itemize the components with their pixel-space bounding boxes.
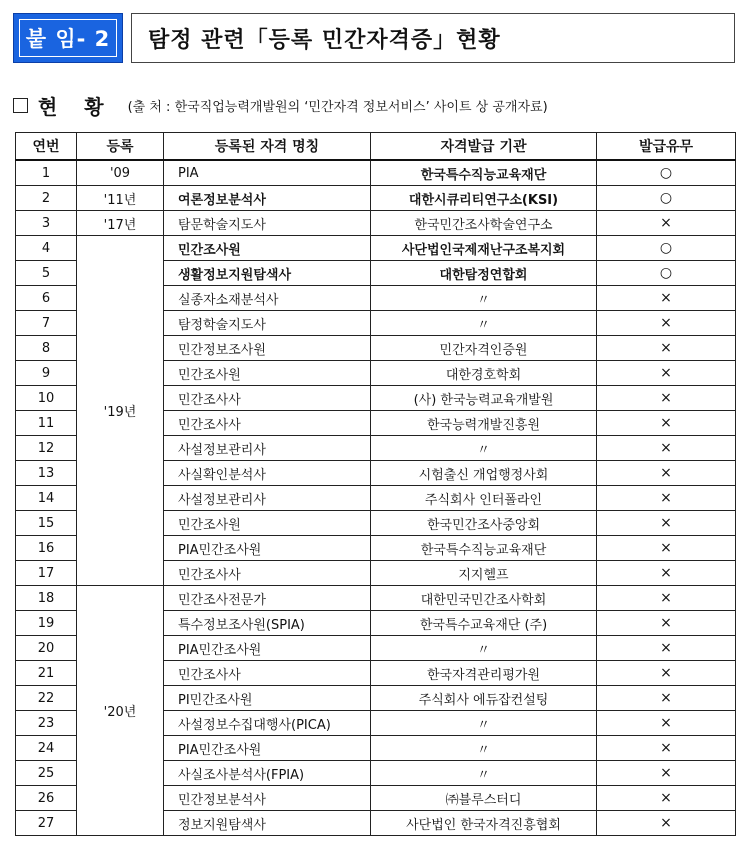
certificate-name: 사설정보관리사 [164,486,371,511]
issuing-organization: 사단법인 한국자격진흥협회 [371,811,597,836]
registration-year: '11년 [77,186,164,211]
row-number: 1 [16,160,77,186]
table-header-row [16,133,736,161]
row-number: 22 [16,686,77,711]
row-number: 5 [16,261,77,286]
issued-status: × [597,386,736,411]
certificate-name: 정보지원탐색사 [164,811,371,836]
row-number: 3 [16,211,77,236]
issuing-organization: 〃 [371,736,597,761]
issued-status: ○ [597,261,736,286]
issued-status: × [597,611,736,636]
row-number: 27 [16,811,77,836]
table-row [16,236,736,261]
issuing-organization: 〃 [371,711,597,736]
row-number: 13 [16,461,77,486]
section-bullet-box [13,98,28,113]
row-number: 12 [16,436,77,461]
row-number: 17 [16,561,77,586]
row-number: 21 [16,661,77,686]
issuing-organization: 지지헬프 [371,561,597,586]
issued-status: × [597,686,736,711]
issuing-organization: 주식회사 인터폴라인 [371,486,597,511]
certificate-name: 사실확인분석사 [164,461,371,486]
issuing-organization: 한국민간조사중앙회 [371,511,597,536]
row-number: 15 [16,511,77,536]
issuing-organization: 〃 [371,761,597,786]
registration-year: '20년 [77,586,164,836]
row-number: 24 [16,736,77,761]
certificate-name: PIA민간조사원 [164,636,371,661]
issuing-organization: 〃 [371,286,597,311]
issued-status: × [597,761,736,786]
issuing-organization: 〃 [371,436,597,461]
issued-status: × [597,286,736,311]
row-number: 25 [16,761,77,786]
issued-status: × [597,536,736,561]
issuing-organization: 한국민간조사학술연구소 [371,211,597,236]
certificate-name: 민간조사원 [164,511,371,536]
certificate-name: 민간조사사 [164,386,371,411]
row-number: 16 [16,536,77,561]
certificate-name: 사설정보수집대행사(PICA) [164,711,371,736]
row-number: 10 [16,386,77,411]
registration-year: '17년 [77,211,164,236]
attachment-badge [13,13,123,63]
section-title: 현 황 [38,94,114,119]
certificate-name: 생활정보지원탐색사 [164,261,371,286]
issuing-organization: 민간자격인증원 [371,336,597,361]
title-row [13,13,735,63]
issuing-organization: 한국특수직능교육재단 [371,536,597,561]
table-row [16,186,736,211]
registration-year: '09 [77,160,164,186]
issuing-organization: 시험출신 개업행정사회 [371,461,597,486]
issuing-organization: 대한시큐리티연구소(KSI) [371,186,597,211]
issued-status: × [597,361,736,386]
issued-status: × [597,786,736,811]
certificate-name: 실종자소재분석사 [164,286,371,311]
issuing-organization: 대한민국민간조사학회 [371,586,597,611]
issuing-organization: 한국자격관리평가원 [371,661,597,686]
issued-status: × [597,461,736,486]
table-row [16,211,736,236]
issued-status: ○ [597,160,736,186]
certificate-name: 민간조사원 [164,236,371,261]
issued-status: × [597,311,736,336]
certificate-name: 민간조사원 [164,361,371,386]
certificate-name: 여론정보분석사 [164,186,371,211]
row-number: 6 [16,286,77,311]
certificate-name: 민간조사전문가 [164,586,371,611]
issued-status: × [597,561,736,586]
table-row [16,160,736,186]
row-number: 23 [16,711,77,736]
certificate-name: PI민간조사원 [164,686,371,711]
certificate-name: PIA민간조사원 [164,736,371,761]
row-number: 19 [16,611,77,636]
issued-status: × [597,661,736,686]
header-issued: 발급유무 [597,133,736,161]
certificate-name: 민간정보조사원 [164,336,371,361]
issued-status: × [597,711,736,736]
certificate-name: 사실조사분석사(FPIA) [164,761,371,786]
row-number: 11 [16,411,77,436]
certificate-table [15,132,736,836]
certificate-name: PIA [164,160,371,186]
header-year: 등록 [77,133,164,161]
certificate-name: 민간조사사 [164,561,371,586]
issued-status: × [597,486,736,511]
row-number: 4 [16,236,77,261]
header-name: 등록된 자격 명칭 [164,133,371,161]
issued-status: × [597,636,736,661]
issued-status: × [597,736,736,761]
row-number: 20 [16,636,77,661]
attachment-badge-label: 붙 임- 2 [19,19,117,57]
certificate-name: 탐정학술지도사 [164,311,371,336]
issuing-organization: 한국특수직능교육재단 [371,160,597,186]
issued-status: ○ [597,236,736,261]
header-org: 자격발급 기관 [371,133,597,161]
row-number: 8 [16,336,77,361]
table-row [16,586,736,611]
certificate-name: 민간조사사 [164,411,371,436]
registration-year: '19년 [77,236,164,586]
certificate-name: 민간조사사 [164,661,371,686]
certificate-name: 탐문학술지도사 [164,211,371,236]
row-number: 14 [16,486,77,511]
issuing-organization: 〃 [371,636,597,661]
certificate-name: 민간정보분석사 [164,786,371,811]
issuing-organization: ㈜블루스터디 [371,786,597,811]
issued-status: × [597,411,736,436]
certificate-name: 특수정보조사원(SPIA) [164,611,371,636]
issuing-organization: (사) 한국능력교육개발원 [371,386,597,411]
row-number: 7 [16,311,77,336]
issuing-organization: 주식회사 에듀잡컨설팅 [371,686,597,711]
issuing-organization: 한국특수교육재단 (주) [371,611,597,636]
issuing-organization: 한국능력개발진흥원 [371,411,597,436]
row-number: 9 [16,361,77,386]
issued-status: × [597,586,736,611]
issued-status: × [597,336,736,361]
issued-status: ○ [597,186,736,211]
row-number: 18 [16,586,77,611]
issued-status: × [597,211,736,236]
row-number: 26 [16,786,77,811]
issued-status: × [597,436,736,461]
header-no: 연번 [16,133,77,161]
issuing-organization: 사단법인국제재난구조복지회 [371,236,597,261]
issuing-organization: 〃 [371,311,597,336]
table-body [16,160,736,836]
issued-status: × [597,811,736,836]
issued-status: × [597,511,736,536]
certificate-name: 사설정보관리사 [164,436,371,461]
issuing-organization: 대한경호학회 [371,361,597,386]
issuing-organization: 대한탐정연합회 [371,261,597,286]
row-number: 2 [16,186,77,211]
section-heading [13,92,743,118]
document-title: 탐정 관련「등록 민간자격증」현황 [131,13,735,63]
section-source-note: (출 처 : 한국직업능력개발원의 ‘민간자격 정보서비스’ 사이트 상 공개자료) [127,99,548,115]
certificate-name: PIA민간조사원 [164,536,371,561]
